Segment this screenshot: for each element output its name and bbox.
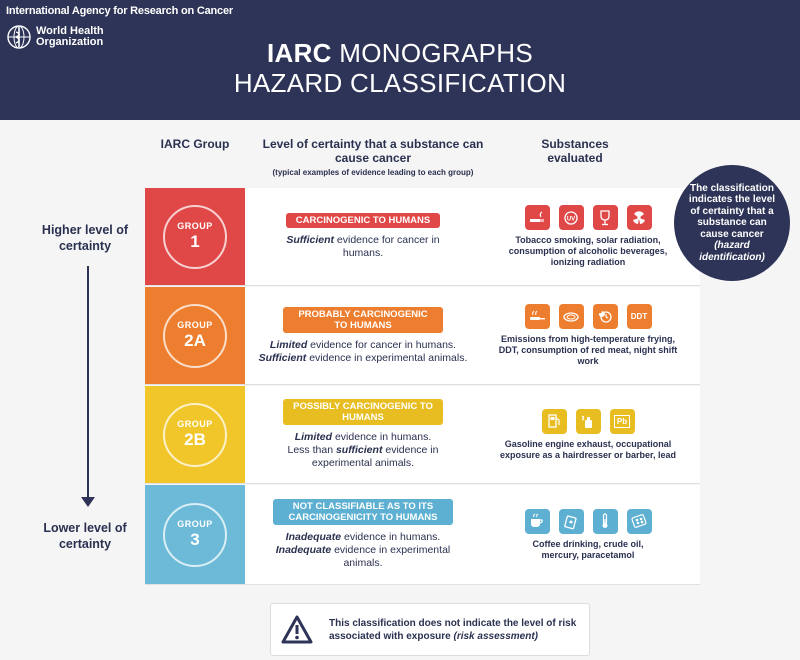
certainty-text — [273, 531, 453, 570]
substances-text: Gasoline engine exhaust, occupational exposure as a hairdresser or barber, lead — [499, 438, 677, 460]
who-name-line1: World Health — [36, 25, 104, 37]
cert-text-2: evidence in experimental animals. — [306, 351, 468, 364]
column-heading-substances: Substances evaluated — [541, 137, 609, 165]
group-number: 2A — [184, 331, 206, 350]
title-bold: IARC — [267, 38, 332, 68]
title-line2: HAZARD CLASSIFICATION — [233, 68, 567, 98]
iarc-logo: International Agency for Research on Cancer — [6, 5, 233, 17]
disclaimer-text — [329, 617, 579, 643]
bubble-italic: (hazard identification) — [699, 240, 765, 263]
svg-text:UV: UV — [566, 216, 576, 222]
classification-pill: POSSIBLY CARCINOGENIC TO HUMANS — [283, 399, 443, 425]
risk-disclaimer-box — [270, 603, 590, 656]
group-block — [145, 188, 245, 285]
higher-certainty-label: Higher level of certainty — [41, 223, 129, 253]
certainty-heading-sub: (typical examples of evidence leading to each group) — [272, 168, 474, 177]
cigarette-icon — [525, 205, 550, 230]
substances-cell — [493, 287, 683, 384]
certainty-text — [273, 431, 453, 470]
certainty-cell — [253, 386, 473, 483]
group-row-2b — [145, 386, 700, 484]
substances-text: Coffee drinking, crude oil, mercury, paracetamol — [532, 538, 644, 560]
group-block — [145, 287, 245, 384]
header-banner — [0, 0, 800, 120]
group-row-3 — [145, 485, 700, 585]
radiation-icon — [627, 205, 652, 230]
group-number: 1 — [190, 232, 200, 251]
certainty-cell — [253, 287, 473, 384]
certainty-arrow-line — [87, 266, 89, 500]
group-word: GROUP — [177, 419, 213, 429]
classification-pill: CARCINOGENIC TO HUMANS — [286, 213, 440, 228]
fuel-pump-icon — [542, 409, 567, 434]
warning-icon — [281, 614, 313, 646]
classification-pill: NOT CLASSIFIABLE AS TO ITS CARCINOGENICITY TO HUMANS — [273, 499, 453, 525]
pills-icon — [627, 509, 652, 534]
cert-text-1: evidence in humans. — [332, 431, 432, 443]
group-badge — [163, 205, 227, 269]
night-shift-icon — [593, 304, 618, 329]
group-word: GROUP — [177, 320, 213, 330]
group-badge — [163, 503, 227, 567]
certainty-arrow-head — [81, 497, 95, 507]
ddt-label: DDT — [630, 312, 648, 321]
substances-text: Tobacco smoking, solar radiation, consumption of alcoholic beverages, ionizing radiation — [508, 235, 668, 267]
thermometer-icon — [593, 509, 618, 534]
group-row-1 — [145, 188, 700, 286]
cert-emphasis: Limited — [294, 431, 333, 443]
substances-cell — [493, 485, 683, 584]
lower-certainty-label: Lower level of certainty — [43, 521, 127, 551]
oil-can-icon — [559, 509, 584, 534]
sausage-icon — [559, 304, 584, 329]
substance-icons — [525, 304, 652, 329]
substance-icons — [525, 509, 652, 534]
cert-text-2-prefix: Less than — [287, 444, 336, 456]
certainty-cell — [253, 485, 473, 584]
cert-text-1: evidence for cancer in humans. — [334, 234, 440, 259]
group-block — [145, 386, 245, 483]
substance-icons — [525, 205, 652, 230]
cert-emphasis: sufficient — [335, 444, 383, 456]
cert-text-1: evidence for cancer in humans. — [307, 338, 457, 351]
lead-icon — [610, 409, 635, 434]
cert-text-1: evidence in humans. — [341, 531, 441, 543]
cert-emphasis: Sufficient — [258, 351, 307, 364]
column-heading-group: IARC Group — [160, 137, 230, 151]
page-title — [0, 38, 800, 98]
cert-text-2: evidence in experimental animals. — [311, 444, 439, 469]
bubble-text: The classification indicates the level of certainty that a substance can cause cancer — [688, 182, 776, 240]
spray-bottle-icon — [576, 409, 601, 434]
cert-text-2: evidence in experimental animals. — [331, 544, 451, 569]
group-badge — [163, 304, 227, 368]
substances-cell — [493, 386, 683, 483]
cert-emphasis: Sufficient — [286, 234, 334, 246]
group-badge — [163, 403, 227, 467]
group-number: 2B — [184, 430, 206, 449]
certainty-cell — [253, 188, 473, 285]
disclaimer-italic: (risk assessment) — [453, 630, 538, 642]
substances-text: Emissions from high-temperature frying, DDT, consumption of red meat, night shift work — [498, 334, 678, 366]
group-row-2a — [145, 287, 700, 385]
classification-note-bubble — [674, 165, 790, 281]
group-word: GROUP — [177, 519, 213, 529]
pb-label: Pb — [614, 415, 630, 428]
title-rest: MONOGRAPHS — [331, 38, 533, 68]
certainty-text — [259, 339, 468, 365]
uv-icon — [559, 205, 584, 230]
wine-glass-icon — [593, 205, 618, 230]
group-number: 3 — [190, 530, 200, 549]
disclaimer-main: This classification does not indicate the level of risk associated with exposure — [329, 617, 577, 642]
frying-pan-icon — [525, 304, 550, 329]
group-block — [145, 485, 245, 584]
column-heading-certainty — [258, 137, 488, 178]
cert-emphasis: Inadequate — [285, 531, 342, 543]
cert-emphasis: Limited — [269, 338, 308, 351]
cert-emphasis: Inadequate — [275, 544, 332, 556]
certainty-text — [278, 234, 448, 260]
group-word: GROUP — [177, 221, 213, 231]
ddt-icon — [627, 304, 652, 329]
substances-cell — [493, 188, 683, 285]
who-name-line2: Organization — [36, 36, 104, 48]
classification-pill: PROBABLY CARCINOGENIC TO HUMANS — [283, 307, 443, 333]
certainty-heading-text: Level of certainty that a substance can cause cancer — [262, 137, 484, 165]
substance-icons — [542, 409, 635, 434]
coffee-cup-icon — [525, 509, 550, 534]
